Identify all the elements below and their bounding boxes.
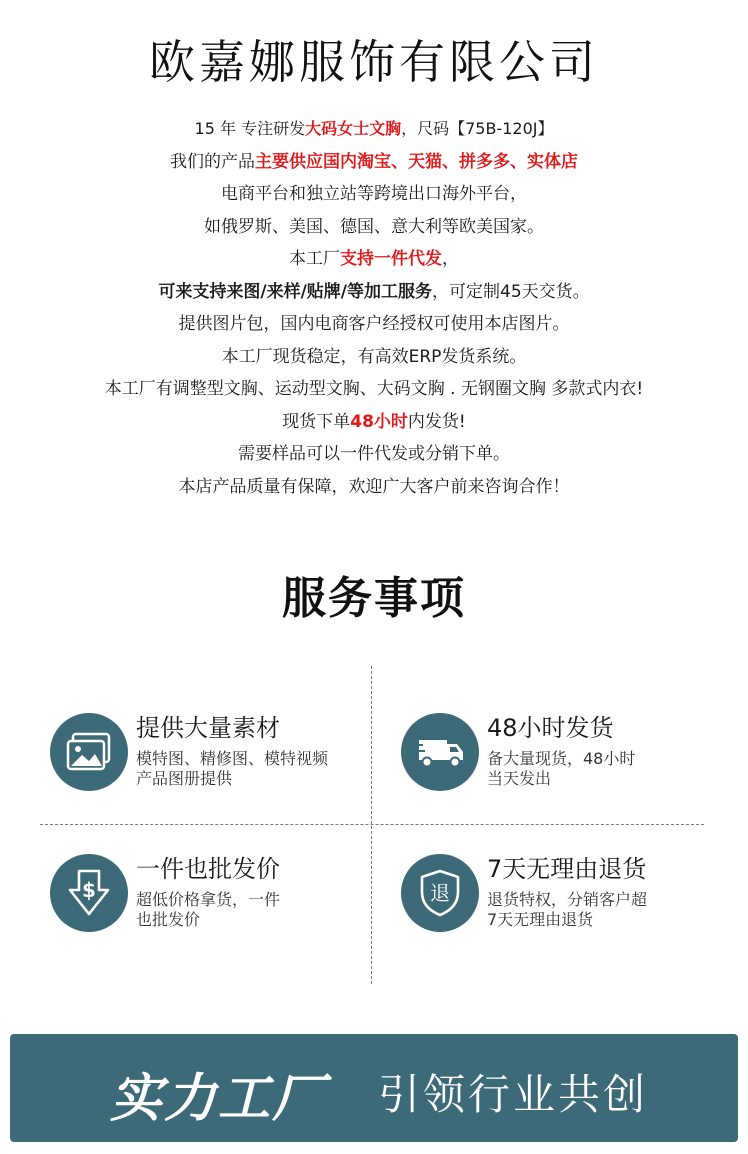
intro-line-3: 电商平台和独立站等跨境出口海外平台， bbox=[221, 184, 527, 204]
banner-slogan-left: 实力工厂 bbox=[110, 1069, 327, 1129]
services-title: 服务事项 bbox=[282, 573, 466, 624]
intro-line-6 bbox=[0, 276, 748, 309]
service-desc-line: 超低价格拿货，一件 bbox=[136, 890, 281, 909]
intro-line-9: 本工厂有调整型文胸、运动型文胸、大码文胸 . 无钢圈文胸 多款式内衣! bbox=[104, 379, 644, 399]
service-desc-line: 退货特权，分销客户超 bbox=[487, 890, 648, 909]
service-desc-line: 模特图、精修图、模特视频 bbox=[136, 749, 329, 768]
delivery-truck-icon bbox=[401, 713, 479, 791]
intro-text-span: ，可定制45天交货。 bbox=[432, 281, 590, 302]
intro-text-span: 现货下单 bbox=[282, 411, 351, 432]
intro-line-5 bbox=[0, 243, 748, 276]
service-desc-line: 7天无理由退货 bbox=[487, 910, 594, 929]
intro-line-10 bbox=[0, 406, 748, 439]
intro-line-1 bbox=[0, 113, 748, 146]
svg-text:$: $ bbox=[82, 878, 96, 902]
intro-text-span: 我们的产品 bbox=[170, 151, 255, 172]
intro-highlight: 支持一件代发 bbox=[340, 249, 442, 269]
intro-bold-span: 可来支持来图/来样/贴牌/等加工服务 bbox=[158, 281, 432, 302]
intro-highlight: 48小时 bbox=[350, 411, 408, 432]
service-7day-return bbox=[401, 854, 701, 934]
service-title: 一件也批发价 bbox=[136, 855, 280, 883]
intro-text-span: 内发货! bbox=[407, 411, 466, 432]
svg-text:退: 退 bbox=[430, 881, 450, 905]
service-description bbox=[136, 890, 356, 930]
intro-highlight: 主要供应国内淘宝、天猫、拼多多、实体店 bbox=[255, 151, 578, 172]
intro-text-span: 本工厂 bbox=[289, 249, 340, 269]
intro-text-span: 15 年 专注研发 bbox=[194, 119, 306, 138]
service-desc-line: 产品图册提供 bbox=[136, 769, 233, 788]
service-title: 提供大量素材 bbox=[136, 714, 280, 742]
intro-line-4: 如俄罗斯、美国、德国、意大利等欧美国家。 bbox=[204, 216, 544, 237]
dollar-down-arrow-icon bbox=[50, 854, 128, 932]
intro-line-12: 本店产品质量有保障，欢迎广大客户前来咨询合作！ bbox=[178, 476, 570, 497]
service-description bbox=[487, 749, 707, 789]
service-description bbox=[487, 890, 707, 930]
service-desc-line: 也批发价 bbox=[136, 910, 201, 929]
service-materials bbox=[50, 713, 350, 793]
service-title: 48小时发货 bbox=[487, 714, 614, 742]
service-description bbox=[136, 749, 356, 789]
grid-divider-horizontal bbox=[40, 824, 704, 825]
company-name: 欧嘉娜服饰有限公司 bbox=[149, 35, 599, 89]
intro-line-2 bbox=[0, 146, 748, 179]
service-wholesale-price bbox=[50, 854, 350, 934]
intro-line-7: 提供图片包，国内电商客户经授权可使用本店图片。 bbox=[178, 314, 570, 334]
bottom-banner bbox=[10, 1034, 738, 1142]
service-48h-shipping bbox=[401, 713, 701, 793]
banner-slogan-right: 引领行业共创 bbox=[378, 1070, 649, 1119]
return-shield-icon bbox=[401, 854, 479, 932]
service-desc-line: 备大量现货，48小时 bbox=[487, 749, 636, 768]
intro-text-span: ，尺码【75B-120J】 bbox=[401, 119, 554, 138]
grid-divider-vertical bbox=[371, 666, 372, 984]
image-gallery-icon bbox=[50, 713, 128, 791]
intro-highlight: 大码女士文胸 bbox=[305, 119, 402, 138]
intro-text-span: ， bbox=[442, 249, 459, 269]
intro-line-11: 需要样品可以一件代发或分销下单。 bbox=[238, 444, 510, 464]
intro-line-8: 本工厂现货稳定，有高效ERP发货系统。 bbox=[221, 346, 527, 367]
service-title: 7天无理由退货 bbox=[487, 855, 647, 883]
intro-text bbox=[0, 113, 748, 503]
service-desc-line: 当天发出 bbox=[487, 769, 552, 788]
